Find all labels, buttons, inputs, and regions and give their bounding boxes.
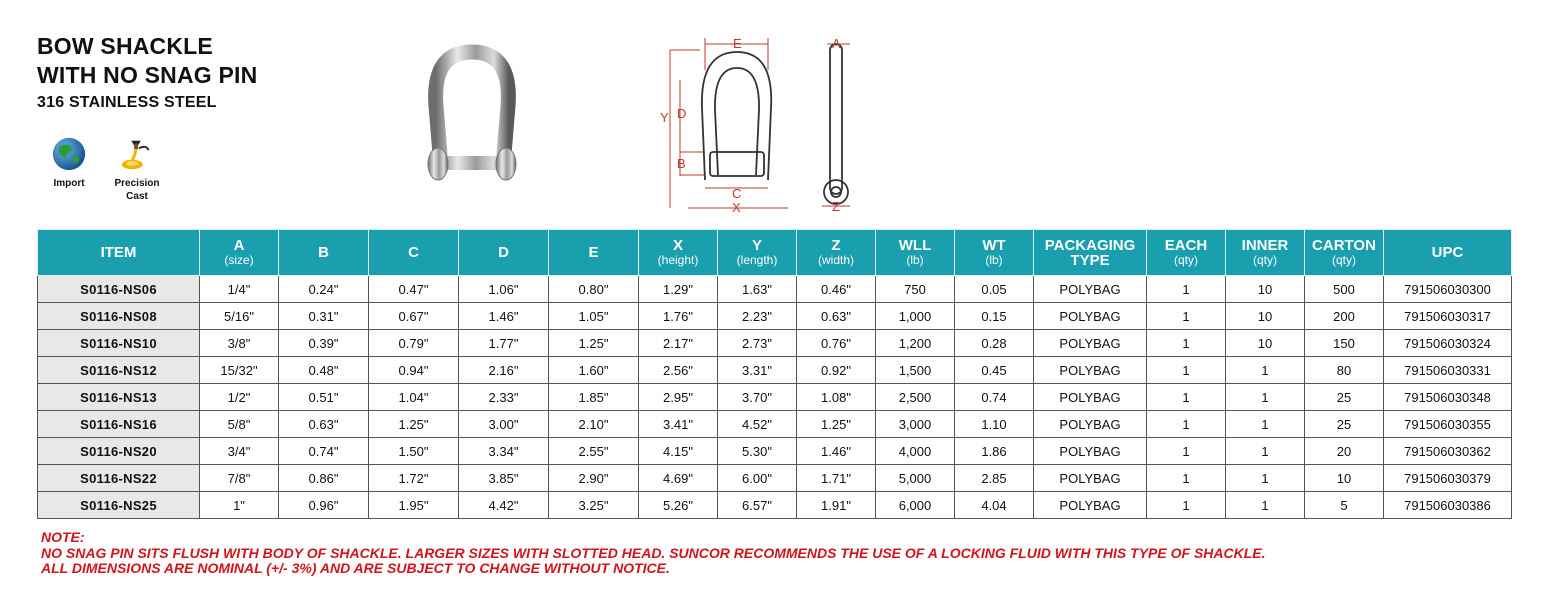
table-cell: POLYBAG <box>1034 357 1147 384</box>
table-cell: POLYBAG <box>1034 411 1147 438</box>
column-header-unit: (lb) <box>985 253 1003 267</box>
table-cell: 4.15" <box>639 438 718 465</box>
table-cell: 500 <box>1305 276 1384 303</box>
product-title-line1: BOW SHACKLE <box>37 33 213 59</box>
column-header <box>876 230 955 276</box>
table-cell: 3.85" <box>459 465 549 492</box>
column-header <box>718 230 797 276</box>
table-cell: 1.85" <box>549 384 639 411</box>
table-cell: 1.05" <box>549 303 639 330</box>
table-cell: 2.85 <box>955 465 1034 492</box>
table-cell: 0.47" <box>369 276 459 303</box>
column-header-unit: (qty) <box>1174 253 1198 267</box>
column-header-label: UPC <box>1431 244 1464 261</box>
table-cell: POLYBAG <box>1034 492 1147 519</box>
table-cell: 0.48" <box>279 357 369 384</box>
table-cell: 2.90" <box>549 465 639 492</box>
table-cell: 0.67" <box>369 303 459 330</box>
item-cell: S0116-NS22 <box>38 465 200 492</box>
item-cell: S0116-NS16 <box>38 411 200 438</box>
table-cell: 2.56" <box>639 357 718 384</box>
table-cell: 1.46" <box>459 303 549 330</box>
table-cell: 2.16" <box>459 357 549 384</box>
table-cell: 3.34" <box>459 438 549 465</box>
table-cell: 1,000 <box>876 303 955 330</box>
table-row <box>38 492 1512 519</box>
diagram-label-e: E <box>733 36 742 51</box>
column-header <box>279 230 369 276</box>
table-cell: 15/32" <box>200 357 279 384</box>
column-header-unit: (qty) <box>1332 253 1356 267</box>
dimension-diagram <box>650 30 880 220</box>
table-cell: 3.25" <box>549 492 639 519</box>
table-cell: POLYBAG <box>1034 384 1147 411</box>
table-cell: POLYBAG <box>1034 330 1147 357</box>
diagram-label-a: A <box>832 36 841 51</box>
table-cell: 1.76" <box>639 303 718 330</box>
table-cell: 4.69" <box>639 465 718 492</box>
specification-table <box>37 229 1512 519</box>
table-cell: 6.00" <box>718 465 797 492</box>
table-cell: 3.41" <box>639 411 718 438</box>
table-cell: 1/2" <box>200 384 279 411</box>
column-header <box>1147 230 1226 276</box>
column-header-label: WT <box>982 237 1006 254</box>
table-cell: 1.46" <box>797 438 876 465</box>
table-header-row <box>38 230 1512 276</box>
table-cell: 791506030379 <box>1384 465 1512 492</box>
column-header-label: C <box>408 244 419 261</box>
item-cell: S0116-NS12 <box>38 357 200 384</box>
table-cell: 0.86" <box>279 465 369 492</box>
table-body <box>38 276 1512 519</box>
column-header <box>955 230 1034 276</box>
column-header-label: Z <box>831 237 841 254</box>
table-cell: 1 <box>1226 357 1305 384</box>
table-cell: 1 <box>1147 465 1226 492</box>
column-header <box>797 230 876 276</box>
table-cell: 0.80" <box>549 276 639 303</box>
table-cell: POLYBAG <box>1034 276 1147 303</box>
table-cell: 1" <box>200 492 279 519</box>
table-cell: 1,500 <box>876 357 955 384</box>
table-cell: 3,000 <box>876 411 955 438</box>
table-cell: 0.63" <box>797 303 876 330</box>
table-cell: 1.60" <box>549 357 639 384</box>
column-header-label: ITEM <box>100 244 137 261</box>
table-cell: 791506030317 <box>1384 303 1512 330</box>
table-cell: 0.05 <box>955 276 1034 303</box>
table-cell: 0.96" <box>279 492 369 519</box>
precision-cast-label: Precision Cast <box>114 178 160 202</box>
table-cell: 2.55" <box>549 438 639 465</box>
product-title-line2: WITH NO SNAG PIN <box>37 62 258 88</box>
table-cell: 1 <box>1147 492 1226 519</box>
table-cell: 4.04 <box>955 492 1034 519</box>
table-cell: 2,500 <box>876 384 955 411</box>
table-cell: 7/8" <box>200 465 279 492</box>
table-row <box>38 330 1512 357</box>
table-cell: 0.31" <box>279 303 369 330</box>
table-cell: 0.74 <box>955 384 1034 411</box>
table-cell: 1 <box>1226 465 1305 492</box>
column-header-label: EACH <box>1164 237 1208 254</box>
table-cell: 10 <box>1305 465 1384 492</box>
table-cell: 25 <box>1305 411 1384 438</box>
column-header <box>549 230 639 276</box>
table-cell: 5.30" <box>718 438 797 465</box>
table-cell: 750 <box>876 276 955 303</box>
table-cell: 1 <box>1147 384 1226 411</box>
table-cell: 5.26" <box>639 492 718 519</box>
table-cell: 1/4" <box>200 276 279 303</box>
column-header <box>1034 230 1147 276</box>
table-cell: 3.31" <box>718 357 797 384</box>
table-cell: 1 <box>1147 330 1226 357</box>
table-cell: 1 <box>1226 438 1305 465</box>
column-header-label: WLL <box>898 237 932 254</box>
table-cell: 2.73" <box>718 330 797 357</box>
table-cell: 0.39" <box>279 330 369 357</box>
table-cell: 1.50" <box>369 438 459 465</box>
table-cell: 1.06" <box>459 276 549 303</box>
table-cell: POLYBAG <box>1034 438 1147 465</box>
table-cell: 150 <box>1305 330 1384 357</box>
column-header <box>369 230 459 276</box>
item-cell: S0116-NS20 <box>38 438 200 465</box>
column-header <box>1305 230 1384 276</box>
shackle-photo <box>412 44 532 196</box>
item-cell: S0116-NS06 <box>38 276 200 303</box>
note-heading: NOTE: <box>41 529 85 545</box>
table-cell: 4.52" <box>718 411 797 438</box>
table-cell: 6,000 <box>876 492 955 519</box>
table-row <box>38 411 1512 438</box>
column-header-label: D <box>498 244 509 261</box>
column-header <box>1384 230 1512 276</box>
item-cell: S0116-NS10 <box>38 330 200 357</box>
column-header-label: B <box>318 244 329 261</box>
table-row <box>38 276 1512 303</box>
column-header <box>200 230 279 276</box>
column-header <box>639 230 718 276</box>
table-row <box>38 438 1512 465</box>
item-cell: S0116-NS25 <box>38 492 200 519</box>
column-header-unit: (height) <box>657 253 699 267</box>
table-cell: 1 <box>1147 357 1226 384</box>
table-cell: 1 <box>1147 438 1226 465</box>
table-cell: 3/4" <box>200 438 279 465</box>
table-cell: 1 <box>1226 411 1305 438</box>
diagram-label-y: Y <box>660 110 669 125</box>
table-row <box>38 303 1512 330</box>
diagram-label-b: B <box>677 156 686 171</box>
table-cell: 0.45 <box>955 357 1034 384</box>
column-header <box>38 230 200 276</box>
table-cell: 5/8" <box>200 411 279 438</box>
table-cell: 0.63" <box>279 411 369 438</box>
table-cell: 0.74" <box>279 438 369 465</box>
table-cell: 2.10" <box>549 411 639 438</box>
table-cell: 1.95" <box>369 492 459 519</box>
table-cell: 791506030300 <box>1384 276 1512 303</box>
title-block <box>37 32 257 112</box>
table-cell: 1.10 <box>955 411 1034 438</box>
diagram-label-d: D <box>677 106 687 121</box>
table-cell: 1 <box>1147 303 1226 330</box>
table-cell: 1.77" <box>459 330 549 357</box>
table-cell: 3.00" <box>459 411 549 438</box>
table-cell: 0.28 <box>955 330 1034 357</box>
column-header <box>459 230 549 276</box>
table-cell: 2.23" <box>718 303 797 330</box>
table-row <box>38 357 1512 384</box>
table-cell: 2.33" <box>459 384 549 411</box>
table-cell: 0.46" <box>797 276 876 303</box>
column-header-label: E <box>588 244 599 261</box>
column-header-unit: (width) <box>817 253 854 267</box>
table-cell: 10 <box>1226 330 1305 357</box>
material-subtitle: 316 STAINLESS STEEL <box>37 94 217 111</box>
table-cell: 1.08" <box>797 384 876 411</box>
table-cell: POLYBAG <box>1034 303 1147 330</box>
table-cell: 1 <box>1147 411 1226 438</box>
table-cell: 80 <box>1305 357 1384 384</box>
column-header-label: A <box>233 237 245 254</box>
note-line-1: NO SNAG PIN SITS FLUSH WITH BODY OF SHACKLE. LARGER SIZES WITH SLOTTED HEAD. SUNCOR RECOMMENDS THE USE OF A LOCKING FLUID WITH THIS TYPE OF SHACKLE. <box>41 544 1266 561</box>
item-cell: S0116-NS13 <box>38 384 200 411</box>
table-cell: 0.76" <box>797 330 876 357</box>
table-cell: 10 <box>1226 276 1305 303</box>
table-cell: 791506030355 <box>1384 411 1512 438</box>
column-header-unit: (size) <box>224 253 254 267</box>
table-cell: 1.71" <box>797 465 876 492</box>
table-cell: 1.04" <box>369 384 459 411</box>
table-cell: 1.29" <box>639 276 718 303</box>
diagram-label-z: Z <box>832 199 840 214</box>
precision-cast-icon <box>118 134 156 174</box>
table-cell: 1.25" <box>369 411 459 438</box>
table-cell: 5 <box>1305 492 1384 519</box>
table-cell: 5,000 <box>876 465 955 492</box>
table-cell: 1.91" <box>797 492 876 519</box>
table-cell: 1,200 <box>876 330 955 357</box>
diagram-label-x: X <box>732 200 741 215</box>
globe-icon <box>50 134 88 174</box>
column-header-unit: (length) <box>736 253 778 267</box>
table-cell: 1 <box>1147 276 1226 303</box>
table-cell: 1 <box>1226 492 1305 519</box>
table-cell: 0.79" <box>369 330 459 357</box>
column-header-label: PACKAGING TYPE <box>1044 236 1136 269</box>
diagram-label-c: C <box>732 186 742 201</box>
table-cell: 0.24" <box>279 276 369 303</box>
table-cell: 1.25" <box>549 330 639 357</box>
table-cell: 2.95" <box>639 384 718 411</box>
table-cell: 1.86 <box>955 438 1034 465</box>
table-row <box>38 384 1512 411</box>
column-header-unit: (lb) <box>906 253 924 267</box>
table-cell: 1.25" <box>797 411 876 438</box>
table-cell: 791506030348 <box>1384 384 1512 411</box>
column-header-unit: (qty) <box>1253 253 1277 267</box>
table-cell: 1.72" <box>369 465 459 492</box>
column-header-label: CARTON <box>1312 237 1376 254</box>
table-cell: 1.63" <box>718 276 797 303</box>
table-cell: 791506030324 <box>1384 330 1512 357</box>
table-cell: 0.92" <box>797 357 876 384</box>
table-cell: 0.51" <box>279 384 369 411</box>
table-cell: 1 <box>1226 384 1305 411</box>
table-cell: 3/8" <box>200 330 279 357</box>
item-cell: S0116-NS08 <box>38 303 200 330</box>
note-line-2: ALL DIMENSIONS ARE NOMINAL (+/- 3%) AND ARE SUBJECT TO CHANGE WITHOUT NOTICE. <box>41 560 670 576</box>
table-row <box>38 465 1512 492</box>
table-cell: 0.94" <box>369 357 459 384</box>
table-cell: 791506030331 <box>1384 357 1512 384</box>
import-badge <box>44 134 94 203</box>
table-cell: 10 <box>1226 303 1305 330</box>
table-cell: 6.57" <box>718 492 797 519</box>
column-header-label: X <box>672 237 683 254</box>
table-cell: 4.42" <box>459 492 549 519</box>
column-header <box>1226 230 1305 276</box>
table-cell: 3.70" <box>718 384 797 411</box>
precision-cast-badge <box>112 134 162 203</box>
table-cell: 791506030386 <box>1384 492 1512 519</box>
table-cell: 0.15 <box>955 303 1034 330</box>
column-header-label: INNER <box>1241 237 1289 254</box>
table-cell: 200 <box>1305 303 1384 330</box>
table-cell: 2.17" <box>639 330 718 357</box>
table-cell: 4,000 <box>876 438 955 465</box>
import-label: Import <box>53 178 85 189</box>
badge-row <box>44 134 162 203</box>
table-cell: 791506030362 <box>1384 438 1512 465</box>
table-cell: 25 <box>1305 384 1384 411</box>
table-cell: 5/16" <box>200 303 279 330</box>
note-block <box>41 530 1266 577</box>
table-cell: 20 <box>1305 438 1384 465</box>
column-header-label: Y <box>751 237 762 254</box>
table-cell: POLYBAG <box>1034 465 1147 492</box>
